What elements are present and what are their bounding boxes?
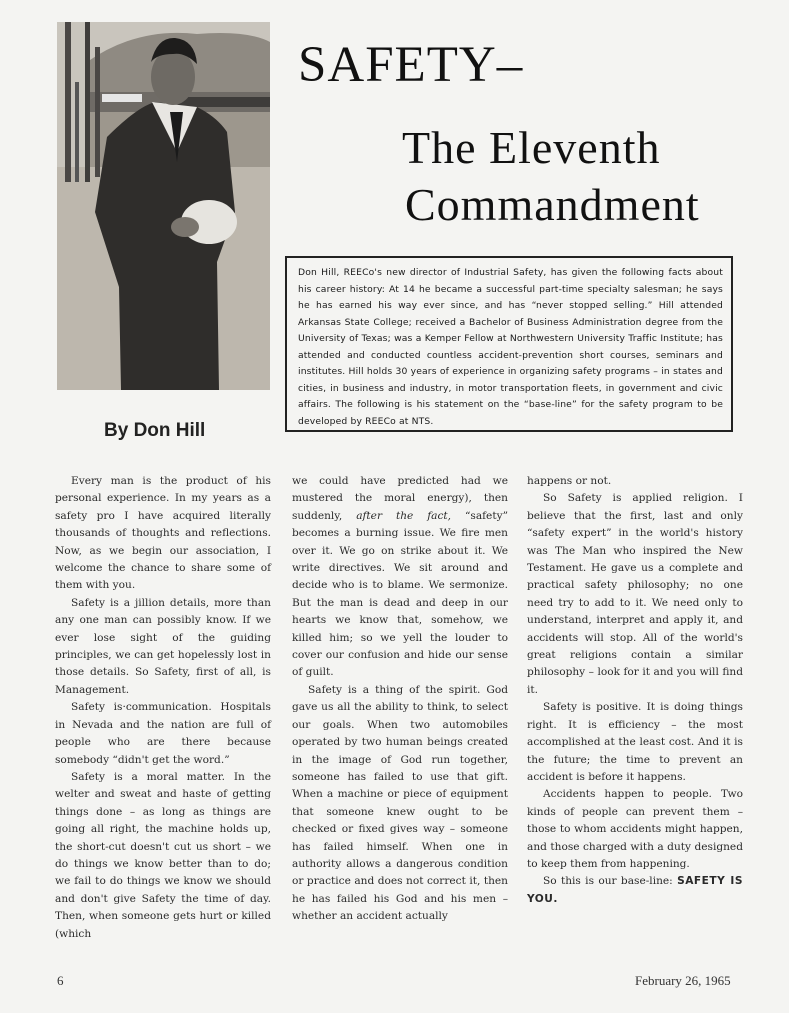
paragraph: Safety is positive. It is doing things right. It is efficiency – the most accomplished at the least cost. And it is the future; the time to prevent an accident is before it happens. xyxy=(527,701,743,783)
paragraph: Accidents happen to people. Two kinds of people can prevent them – those to whom accidents might happen, and those charged with a duty designed to keep them from happening. xyxy=(527,788,743,870)
paragraph: happens or not. xyxy=(527,475,612,487)
paragraph: Safety is a jillion details, more than any one man can possibly know. If we ever lose sight of the guiding principles, we can get hopelessly lost in those details. So Safety, first of all, is Management. xyxy=(55,596,271,696)
headline-line-1: SAFETY– xyxy=(298,37,524,93)
article-column-3 xyxy=(527,473,743,908)
closing-emphasis: SAFETY IS YOU. xyxy=(527,875,743,905)
text-run: So this is our base-line: xyxy=(543,875,678,888)
paragraph: Every man is the product of his personal experience. In my years as a safety pro I have acquired literally thousands of thoughts and reflections. Now, as we begin our association, I welcome the chance to share some of them with you. xyxy=(55,475,271,592)
portrait-photo xyxy=(57,22,270,390)
author-bio-box: Don Hill, REECo's new director of Industrial Safety, has given the following facts about his career history: At 14 he became a successful part-time specialty salesman; he says he has earned his way ever since, and has “never stopped selling.” Hill attended Arkansas State College; received a Bachelor of Business Administration degree from the University of Texas; was a Kemper Fellow at Northwestern University Traffic Institute; has attended and conducted countless accident-prevention short courses, seminars and institutes. Hill holds 30 years of experience in organizing safety programs – in states and cities, in business and industry, in motor transportation fleets, in government and civic affairs. The following is his statement on the “base-line” for the safety program to be developed by REECo at NTS. xyxy=(285,256,733,432)
article-column-2 xyxy=(292,473,508,926)
paragraph: Safety is·communication. Hospitals in Nevada and the nation are full of people who are there because somebody “didn't get the word.” xyxy=(55,701,271,766)
portrait-illustration xyxy=(57,22,270,390)
paragraph xyxy=(292,473,508,682)
paragraph: Safety is a thing of the spirit. God gave us all the ability to think, to select our goals. When two automobiles operated by two human beings created in the image of God run together, someone has failed to use that gift. When a machine or piece of equipment that someone knew ought to be checked or fixed gives way – someone has failed himself. When one in authority allows a dangerous condition or practice and does not correct it, then he has failed his God and his men – whether an accident actually xyxy=(292,683,508,923)
page-number: 6 xyxy=(57,973,64,988)
issue-date: February 26, 1965 xyxy=(635,973,731,988)
italic-phrase: after the fact, xyxy=(356,509,452,522)
closing-paragraph xyxy=(527,873,743,908)
paragraph: Safety is a moral matter. In the welter and sweat and haste of getting things done – as long as things are going all right, the machine holds up, the short-cut doesn't cut us short – we do things we know better than to do; we fail to do things we know we should and don't give Safety the time of day. Then, when someone gets hurt or killed (which xyxy=(55,770,271,940)
article-column-1 xyxy=(55,473,271,943)
text-run: “safety” becomes a burning issue. We fire men over it. We go on strike about it. We write directives. We sit around and decide who is to blame. We sermonize. But the man is dead and deep in our hearts we know that, somehow, we killed him; so we yell the louder to cover our confusion and hide our sense of guilt. xyxy=(292,509,508,679)
text-run: we could have predicted had we mustered the moral energy), then suddenly, xyxy=(292,475,508,522)
byline: By Don Hill xyxy=(104,420,206,441)
paragraph: So Safety is applied religion. I believe that the first, last and only “safety expert” in the world's history was The Man who inspired the New Testament. He gave us a complete and practical safety philosophy; no one need try to add to it. We need only to understand, interpret and apply it, and accidents will stop. All of the world's great religions contain a similar philosophy – look for it and you will find it. xyxy=(527,492,743,696)
headline-line-2: The Eleventh xyxy=(402,122,661,173)
headline-line-3: Commandment xyxy=(405,179,700,230)
